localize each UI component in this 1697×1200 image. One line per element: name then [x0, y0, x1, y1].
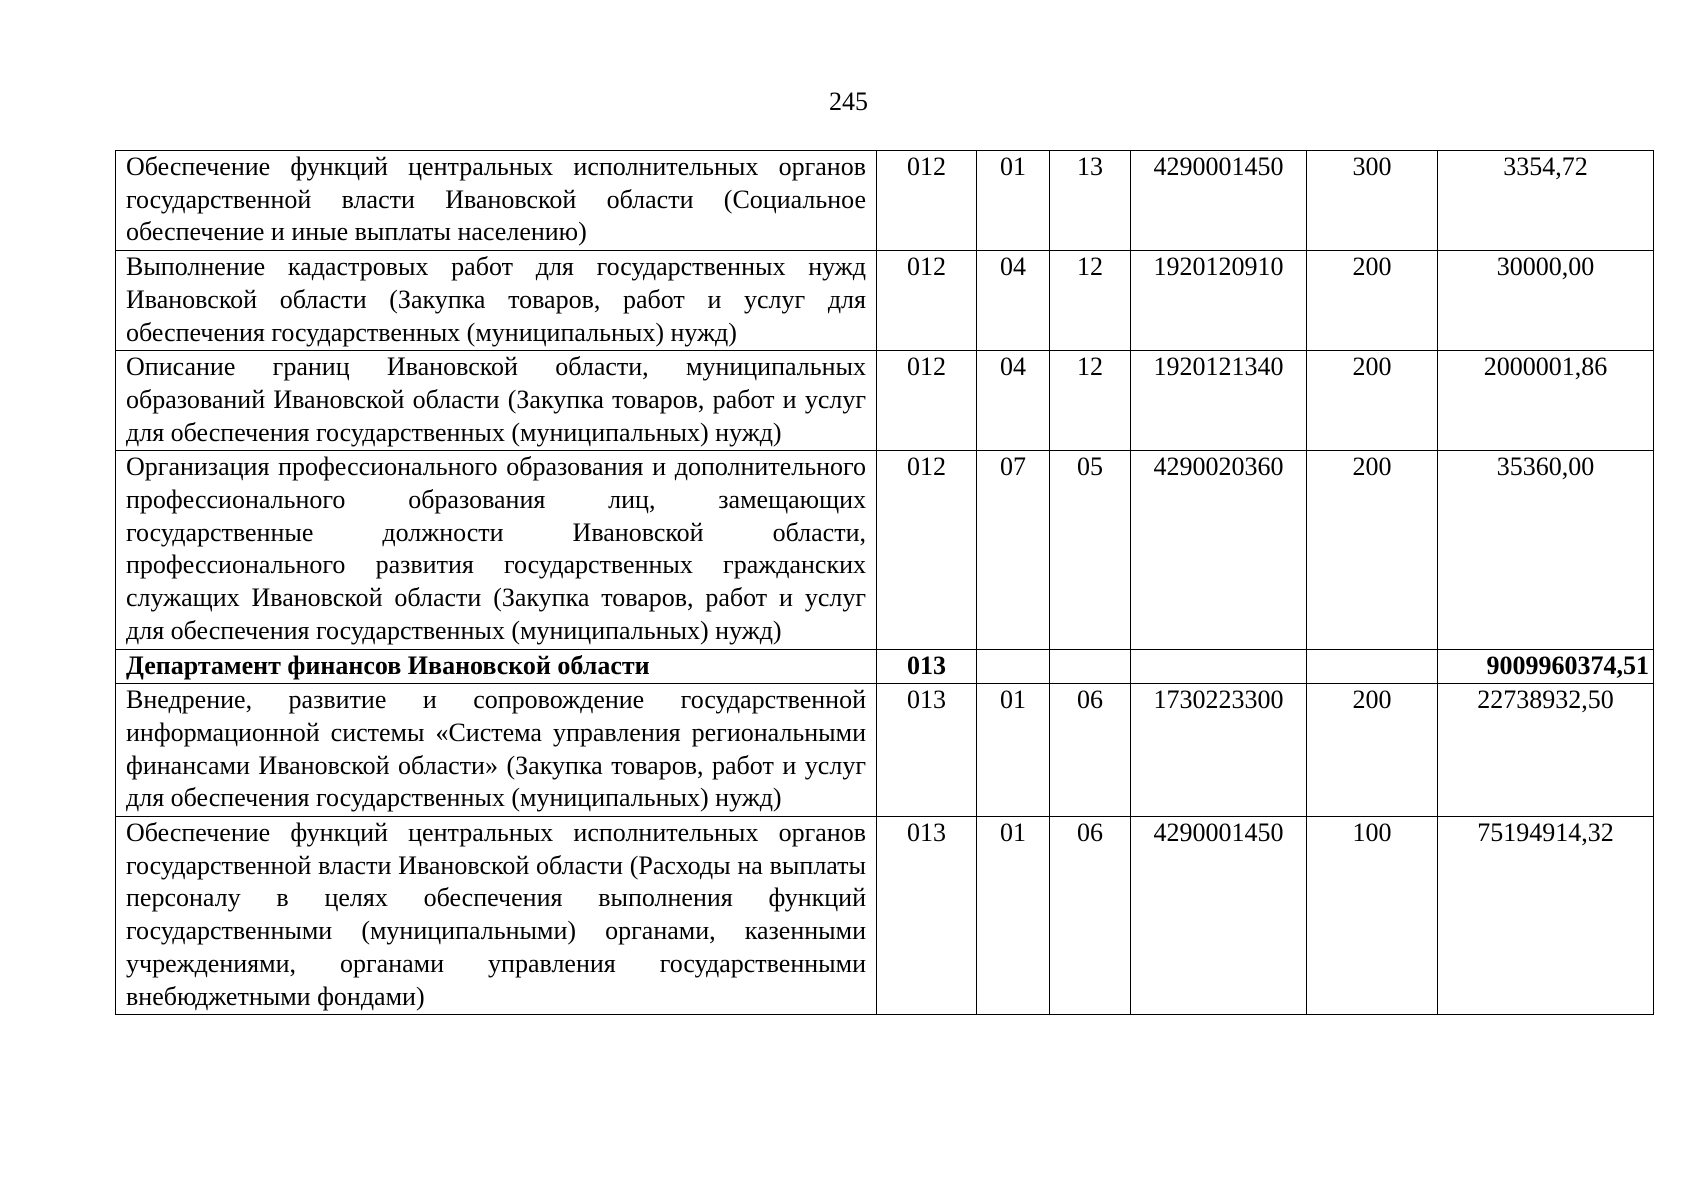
department-name-cell: Департамент финансов Ивановской области	[116, 649, 877, 684]
grbs-code-cell: 012	[877, 151, 977, 251]
section-code-cell: 01	[977, 151, 1050, 251]
table-row	[116, 684, 1654, 817]
grbs-code-cell: 013	[877, 817, 977, 1015]
expense-name-cell: Обеспечение функций центральных исполнительных органов государственной власти Ивановской области (Расходы на выплаты персоналу в целях обеспечения выполнения функций государственными (муниципальными) органами, казенными учреждениями, органами управления государственными внебюджетными фондами)	[116, 817, 877, 1015]
expense-name-cell: Описание границ Ивановской области, муниципальных образований Ивановской области (Закупка товаров, работ и услуг для обеспечения государственных (муниципальных) нужд)	[116, 351, 877, 451]
department-total-amount-cell: 9009960374,51	[1438, 649, 1654, 684]
grbs-code-cell: 013	[877, 684, 977, 817]
expense-name-cell: Внедрение, развитие и сопровождение государственной информационной системы «Система управления региональными финансами Ивановской области» (Закупка товаров, работ и услуг для обеспечения государственных (муниципальных) нужд)	[116, 684, 877, 817]
amount-cell: 22738932,50	[1438, 684, 1654, 817]
section-code-cell: 01	[977, 817, 1050, 1015]
amount-cell: 35360,00	[1438, 451, 1654, 649]
section-code-cell: 04	[977, 251, 1050, 351]
section-code-cell: 04	[977, 351, 1050, 451]
subsection-code-cell: 06	[1050, 817, 1131, 1015]
amount-cell: 30000,00	[1438, 251, 1654, 351]
table-row	[116, 151, 1654, 251]
target-article-code-cell: 1920121340	[1131, 351, 1307, 451]
subsection-code-cell	[1050, 649, 1131, 684]
amount-cell: 2000001,86	[1438, 351, 1654, 451]
target-article-code-cell	[1131, 649, 1307, 684]
grbs-code-cell: 012	[877, 251, 977, 351]
expense-type-code-cell: 200	[1307, 451, 1438, 649]
expense-type-code-cell: 100	[1307, 817, 1438, 1015]
target-article-code-cell: 4290001450	[1131, 817, 1307, 1015]
section-code-cell: 01	[977, 684, 1050, 817]
table-row	[116, 351, 1654, 451]
subsection-code-cell: 12	[1050, 351, 1131, 451]
subsection-code-cell: 12	[1050, 251, 1131, 351]
expense-name-cell: Обеспечение функций центральных исполнительных органов государственной власти Ивановской области (Социальное обеспечение и иные выплаты населению)	[116, 151, 877, 251]
grbs-code-cell: 012	[877, 451, 977, 649]
target-article-code-cell: 4290001450	[1131, 151, 1307, 251]
grbs-code-cell: 013	[877, 649, 977, 684]
section-code-cell	[977, 649, 1050, 684]
subsection-code-cell: 06	[1050, 684, 1131, 817]
table-row	[116, 251, 1654, 351]
expense-name-cell: Выполнение кадастровых работ для государственных нужд Ивановской области (Закупка товаров, работ и услуг для обеспечения государственных (муниципальных) нужд)	[116, 251, 877, 351]
expense-type-code-cell: 200	[1307, 684, 1438, 817]
amount-cell: 3354,72	[1438, 151, 1654, 251]
table-row	[116, 817, 1654, 1015]
department-total-row	[116, 649, 1654, 684]
subsection-code-cell: 13	[1050, 151, 1131, 251]
table-row	[116, 451, 1654, 649]
amount-cell: 75194914,32	[1438, 817, 1654, 1015]
expense-type-code-cell: 300	[1307, 151, 1438, 251]
expense-type-code-cell: 200	[1307, 251, 1438, 351]
expense-name-cell: Организация профессионального образования и дополнительного профессионального образования лиц, замещающих государственные должности Ивановской области, профессионального развития государственных гражданских служащих Ивановской области (Закупка товаров, работ и услуг для обеспечения государственных (муниципальных) нужд)	[116, 451, 877, 649]
expense-type-code-cell: 200	[1307, 351, 1438, 451]
grbs-code-cell: 012	[877, 351, 977, 451]
subsection-code-cell: 05	[1050, 451, 1131, 649]
budget-table-body	[116, 151, 1654, 1015]
section-code-cell: 07	[977, 451, 1050, 649]
target-article-code-cell: 1920120910	[1131, 251, 1307, 351]
target-article-code-cell: 1730223300	[1131, 684, 1307, 817]
page-number: 245	[829, 87, 868, 116]
budget-table	[115, 150, 1654, 1015]
target-article-code-cell: 4290020360	[1131, 451, 1307, 649]
expense-type-code-cell	[1307, 649, 1438, 684]
